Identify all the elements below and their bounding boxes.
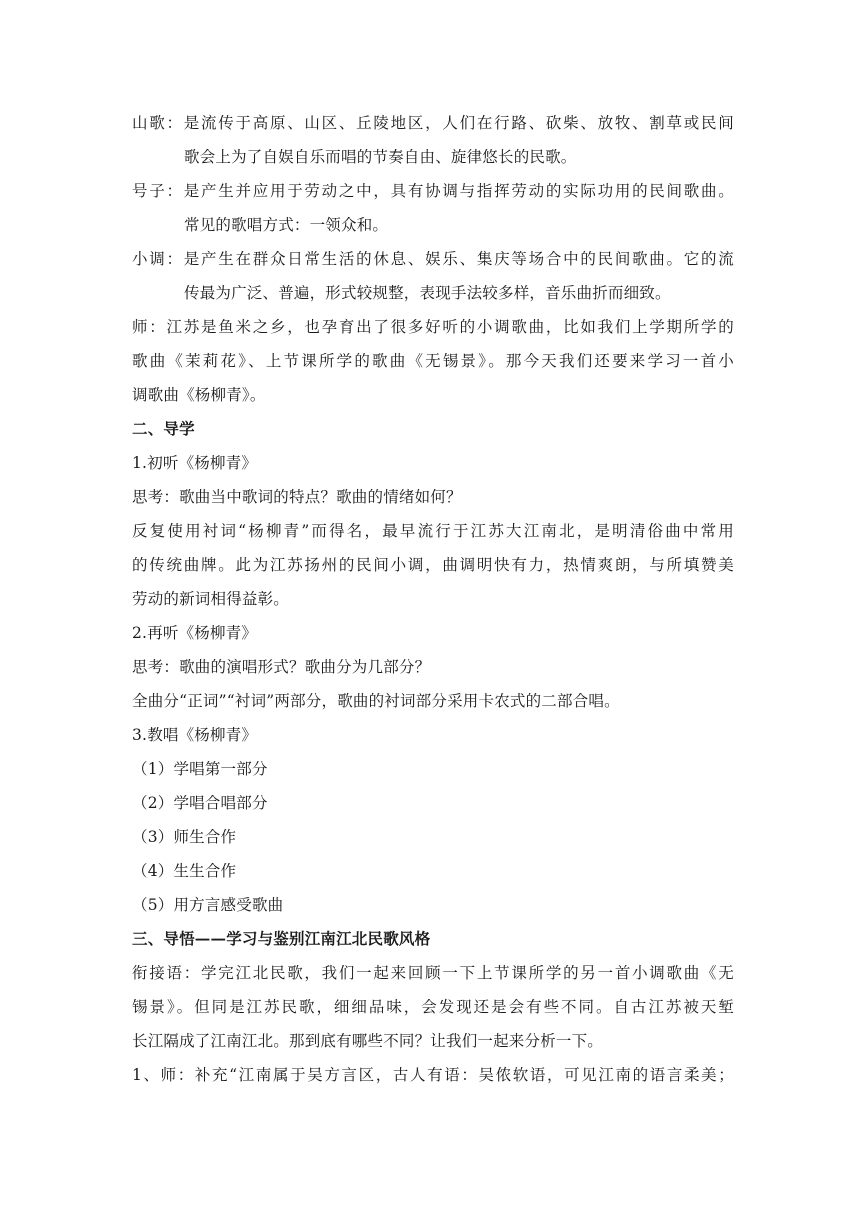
definition-haozi-line1: 号子：是产生并应用于劳动之中，具有协调与指挥劳动的实际功用的民间歌曲。: [132, 182, 734, 200]
step-2-answer: 全曲分“正词”“衬词”两部分，歌曲的衬词部分采用卡农式的二部合唱。: [132, 692, 620, 710]
step-3-title: 3.教唱《杨柳青》: [132, 726, 258, 744]
definition-shange-line2: 歌会上为了自娱自乐而唱的节奏自由、旋律悠长的民歌。: [184, 148, 577, 166]
list-item: （5）用方言感受歌曲: [132, 896, 284, 914]
list-item: （4）生生合作: [132, 862, 237, 880]
definition-shange-line1: 山歌：是流传于高原、山区、丘陵地区，人们在行路、砍柴、放牧、割草或民间: [132, 114, 734, 132]
teacher-intro-line1: 师：江苏是鱼米之乡，也孕育出了很多好听的小调歌曲，比如我们上学期所学的: [132, 318, 734, 336]
section-3-heading: 三、导悟——学习与鉴别江南江北民歌风格: [132, 929, 431, 948]
definition-xiaodiao-line1: 小调：是产生在群众日常生活的休息、娱乐、集庆等场合中的民间歌曲。它的流: [132, 250, 734, 268]
list-item: （1）学唱第一部分: [132, 760, 268, 778]
step-1-question: 思考：歌曲当中歌词的特点？歌曲的情绪如何？: [132, 488, 462, 506]
step-2-question: 思考：歌曲的演唱形式？歌曲分为几部分？: [132, 658, 431, 676]
step-2-title: 2.再听《杨柳青》: [132, 624, 258, 642]
definition-haozi-line2: 常见的歌唱方式：一领众和。: [184, 216, 389, 234]
teacher-supplement-line: 1、师：补充“江南属于吴方言区，古人有语：吴侬软语，可见江南的语言柔美；: [132, 1066, 734, 1084]
teacher-intro-line2: 歌曲《茉莉花》、上节课所学的歌曲《无锡景》。那今天我们还要来学习一首小: [132, 352, 734, 370]
step-1-answer-line3: 劳动的新词相得益彰。: [132, 590, 290, 608]
teacher-intro-line3: 调歌曲《杨柳青》。: [132, 386, 266, 404]
transition-line1: 衔接语：学完江北民歌，我们一起来回顾一下上节课所学的另一首小调歌曲《无: [132, 964, 734, 982]
list-item: （3）师生合作: [132, 828, 237, 846]
step-1-answer-line2: 的传统曲牌。此为江苏扬州的民间小调，曲调明快有力，热情爽朗，与所填赞美: [132, 556, 734, 574]
document-page: [132, 106, 734, 1092]
step-1-answer-line1: 反复使用衬词“杨柳青”而得名，最早流行于江苏大江南北，是明清俗曲中常用: [132, 522, 734, 540]
section-2-heading: 二、导学: [132, 419, 195, 438]
definition-xiaodiao-line2: 传最为广泛、普遍，形式较规整，表现手法较多样，音乐曲折而细致。: [184, 284, 671, 302]
transition-line3: 长江隔成了江南江北。那到底有哪些不同？让我们一起来分析一下。: [132, 1032, 604, 1050]
list-item: （2）学唱合唱部分: [132, 794, 268, 812]
step-1-title: 1.初听《杨柳青》: [132, 454, 258, 472]
transition-line2: 锡景》。但同是江苏民歌，细细品味，会发现还是会有些不同。自古江苏被天堑: [132, 998, 734, 1016]
